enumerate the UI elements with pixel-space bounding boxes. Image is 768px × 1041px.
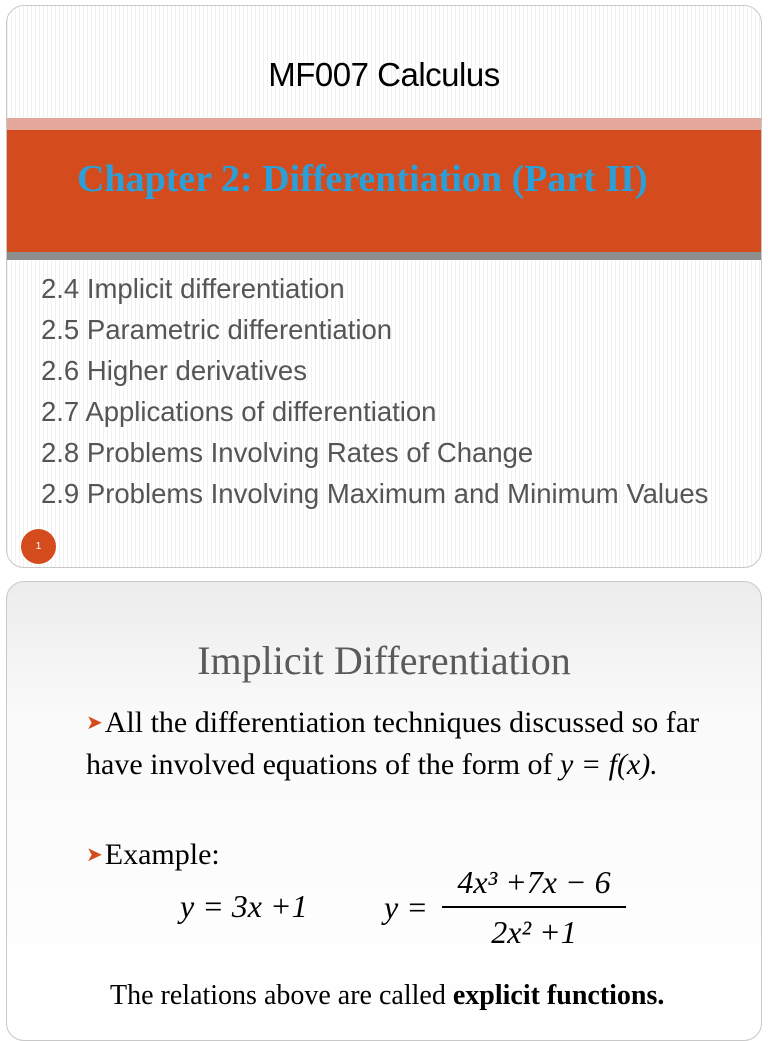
toc-item: 2.4 Implicit differentiation <box>41 273 345 304</box>
page-number-badge: 1 <box>21 529 56 564</box>
toc-item: 2.8 Problems Involving Rates of Change <box>41 437 534 468</box>
arrow-bullet-icon: ➤ <box>86 844 103 866</box>
chapter-title: Chapter 2: Differentiation (Part II) <box>77 158 648 200</box>
arrow-bullet-icon: ➤ <box>86 712 103 734</box>
toc-item: 2.6 Higher derivatives <box>41 355 307 386</box>
table-of-contents <box>41 268 751 514</box>
slide-title: Implicit Differentiation <box>197 638 571 683</box>
toc-item: 2.7 Applications of differentiation <box>41 396 437 427</box>
course-title: MF007 Calculus <box>268 56 500 93</box>
formula-fraction <box>442 860 626 954</box>
formula-lhs: y = <box>384 889 428 925</box>
formula-explicit-linear: y = 3x +1 <box>180 888 308 924</box>
bullet-1 <box>86 702 726 785</box>
toc-item: 2.9 Problems Involving Maximum and Minimum Values <box>41 478 709 509</box>
bullet-2-text: Example: <box>104 838 220 871</box>
bullet-2 <box>86 834 726 876</box>
closing-bold-2: functions. <box>546 980 665 1011</box>
fraction-numerator: 4x³ +7x − 6 <box>457 864 611 900</box>
bullet-1-text: All the differentiation techniques discussed so far have involved equations of the form of <box>86 706 700 781</box>
toc-item: 2.5 Parametric differentiation <box>41 314 393 345</box>
closing-text: The relations above are called explicit functions. <box>110 980 665 1011</box>
header-band-bottom <box>7 252 761 260</box>
header-band-top <box>7 118 761 130</box>
bullet-1-math: y = f(x). <box>560 748 658 781</box>
fraction-denominator: 2x² +1 <box>491 914 577 950</box>
slide-1 <box>6 5 762 568</box>
fraction-bar <box>442 906 626 908</box>
closing-bold: explicit <box>452 980 540 1011</box>
